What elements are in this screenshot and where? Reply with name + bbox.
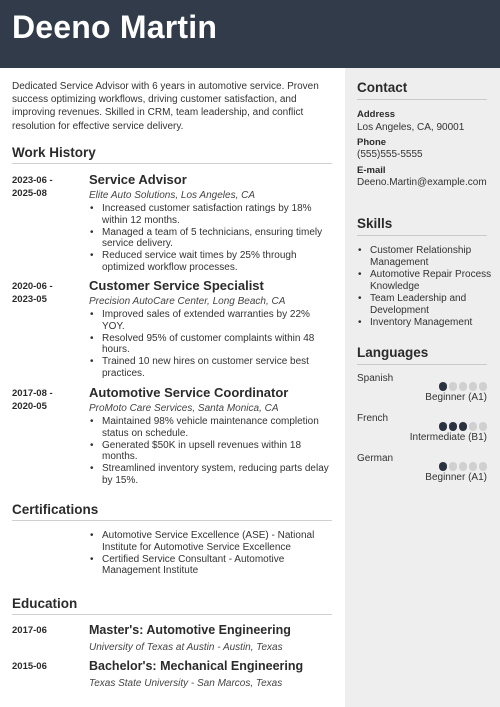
proficiency-dots xyxy=(439,422,488,431)
job-title: Service Advisor xyxy=(89,172,187,187)
list-item: • Reduced service wait times by 25% through optimized workflow processes. xyxy=(89,250,334,274)
job-start-date: 2023-06 - xyxy=(12,175,53,186)
proficiency-dot-filled xyxy=(459,422,468,431)
languages-heading: Languages xyxy=(357,345,429,360)
section-divider xyxy=(12,163,332,164)
address-value: Los Angeles, CA, 90001 xyxy=(357,122,465,133)
phone-label: Phone xyxy=(357,137,387,148)
job-company: ProMoto Care Services, Santa Monica, CA xyxy=(89,403,279,414)
job-bullets xyxy=(89,416,334,487)
list-item: • Streamlined inventory system, reducing parts delay by 15%. xyxy=(89,463,334,487)
degree-type: Master's xyxy=(89,623,140,637)
job-company: Precision AutoCare Center, Long Beach, CA xyxy=(89,296,286,307)
section-divider xyxy=(357,235,487,236)
job-company: Elite Auto Solutions, Los Angeles, CA xyxy=(89,190,256,201)
certifications-heading: Certifications xyxy=(12,502,99,517)
skills-heading: Skills xyxy=(357,216,393,231)
degree-field: Automotive Engineering xyxy=(146,623,291,637)
skills-list xyxy=(357,245,493,330)
education-degree: Master's: Automotive Engineering xyxy=(89,623,291,637)
list-item: • Maintained 98% vehicle maintenance completion status on schedule. xyxy=(89,416,334,440)
language-name: Spanish xyxy=(357,373,394,384)
proficiency-dot-empty xyxy=(479,462,488,471)
address-label: Address xyxy=(357,109,396,120)
proficiency-dot-filled xyxy=(439,462,448,471)
section-divider xyxy=(12,614,332,615)
list-item: • Automotive Service Excellence (ASE) - National Institute for Automotive Service Excellence xyxy=(89,530,334,554)
email-label: E-mail xyxy=(357,165,386,176)
job-dates xyxy=(12,388,72,413)
certifications-list xyxy=(89,530,334,577)
education-school: Texas State University - San Marcos, Texas xyxy=(89,678,283,689)
proficiency-dot-empty xyxy=(469,382,478,391)
proficiency-dot-empty xyxy=(469,462,478,471)
education-entry xyxy=(12,623,337,657)
list-item: • Trained 10 new hires on customer service best practices. xyxy=(89,356,334,380)
job-end-date: 2023-05 xyxy=(12,293,47,305)
resume-header xyxy=(0,0,500,68)
list-item: • Certified Service Consultant - Automotive Management Institute xyxy=(89,554,334,578)
list-item: • Automotive Repair Process Knowledge xyxy=(357,269,493,293)
job-start-date: 2017-08 - xyxy=(12,388,53,399)
list-item: • Team Leadership and Development xyxy=(357,293,493,317)
proficiency-dot-empty xyxy=(469,422,478,431)
job-bullets xyxy=(89,309,334,380)
job-title: Automotive Service Coordinator xyxy=(89,385,289,400)
job-entry xyxy=(12,278,337,386)
language-entry xyxy=(357,453,487,493)
proficiency-dot-filled xyxy=(449,422,458,431)
proficiency-dot-empty xyxy=(479,422,488,431)
proficiency-dot-empty xyxy=(459,382,468,391)
job-dates xyxy=(12,175,72,200)
education-degree: Bachelor's: Mechanical Engineering xyxy=(89,659,304,673)
proficiency-dots xyxy=(439,462,488,471)
job-bullets xyxy=(89,203,334,274)
job-entry xyxy=(12,385,337,493)
job-entry xyxy=(12,172,337,280)
sidebar xyxy=(345,68,500,707)
language-entry xyxy=(357,413,487,453)
list-item: • Increased customer satisfaction ratings by 18% within 12 months. xyxy=(89,203,334,227)
list-item: • Resolved 95% of customer complaints within 48 hours. xyxy=(89,333,334,357)
main-column xyxy=(0,68,345,707)
education-entry xyxy=(12,659,337,693)
education-year: 2015-06 xyxy=(12,661,47,672)
proficiency-dots xyxy=(439,382,488,391)
education-heading: Education xyxy=(12,596,78,611)
candidate-name: Deeno Martin xyxy=(12,9,218,45)
proficiency-dot-filled xyxy=(439,422,448,431)
language-level: Intermediate (B1) xyxy=(409,432,487,443)
section-divider xyxy=(12,520,332,521)
job-title: Customer Service Specialist xyxy=(89,278,264,293)
language-level: Beginner (A1) xyxy=(425,392,487,403)
profile-summary: Dedicated Service Advisor with 6 years in automotive service. Proven success optimizing workflows, driving customer satisfaction, and improving revenues. Skilled in CRM, team leadership, and conflict resolution for effective service delivery. xyxy=(12,81,319,132)
language-name: French xyxy=(357,413,389,424)
work-history-heading: Work History xyxy=(12,145,96,160)
language-entry xyxy=(357,373,487,413)
degree-type: Bachelor's xyxy=(89,659,153,673)
education-year: 2017-06 xyxy=(12,625,47,636)
proficiency-dot-filled xyxy=(439,382,448,391)
phone-value: (555)555-5555 xyxy=(357,149,423,160)
job-end-date: 2020-05 xyxy=(12,400,47,412)
proficiency-dot-empty xyxy=(449,382,458,391)
list-item: • Generated $50K in upsell revenues within 18 months. xyxy=(89,440,334,464)
list-item: • Improved sales of extended warranties by 22% YOY. xyxy=(89,309,334,333)
proficiency-dot-empty xyxy=(449,462,458,471)
section-divider xyxy=(357,364,487,365)
list-item: • Inventory Management xyxy=(357,317,493,329)
language-level: Beginner (A1) xyxy=(425,472,487,483)
section-divider xyxy=(357,99,487,100)
degree-field: Mechanical Engineering xyxy=(160,659,304,673)
language-name: German xyxy=(357,453,394,464)
job-start-date: 2020-06 - xyxy=(12,281,53,292)
list-item: • Customer Relationship Management xyxy=(357,245,493,269)
job-end-date: 2025-08 xyxy=(12,187,47,199)
proficiency-dot-empty xyxy=(459,462,468,471)
list-item: • Managed a team of 5 technicians, ensuring timely service delivery. xyxy=(89,227,334,251)
proficiency-dot-empty xyxy=(479,382,488,391)
email-value[interactable]: Deeno.Martin@example.com xyxy=(357,177,487,188)
education-school: University of Texas at Austin - Austin, Texas xyxy=(89,642,283,653)
contact-heading: Contact xyxy=(357,80,408,95)
job-dates xyxy=(12,281,72,306)
